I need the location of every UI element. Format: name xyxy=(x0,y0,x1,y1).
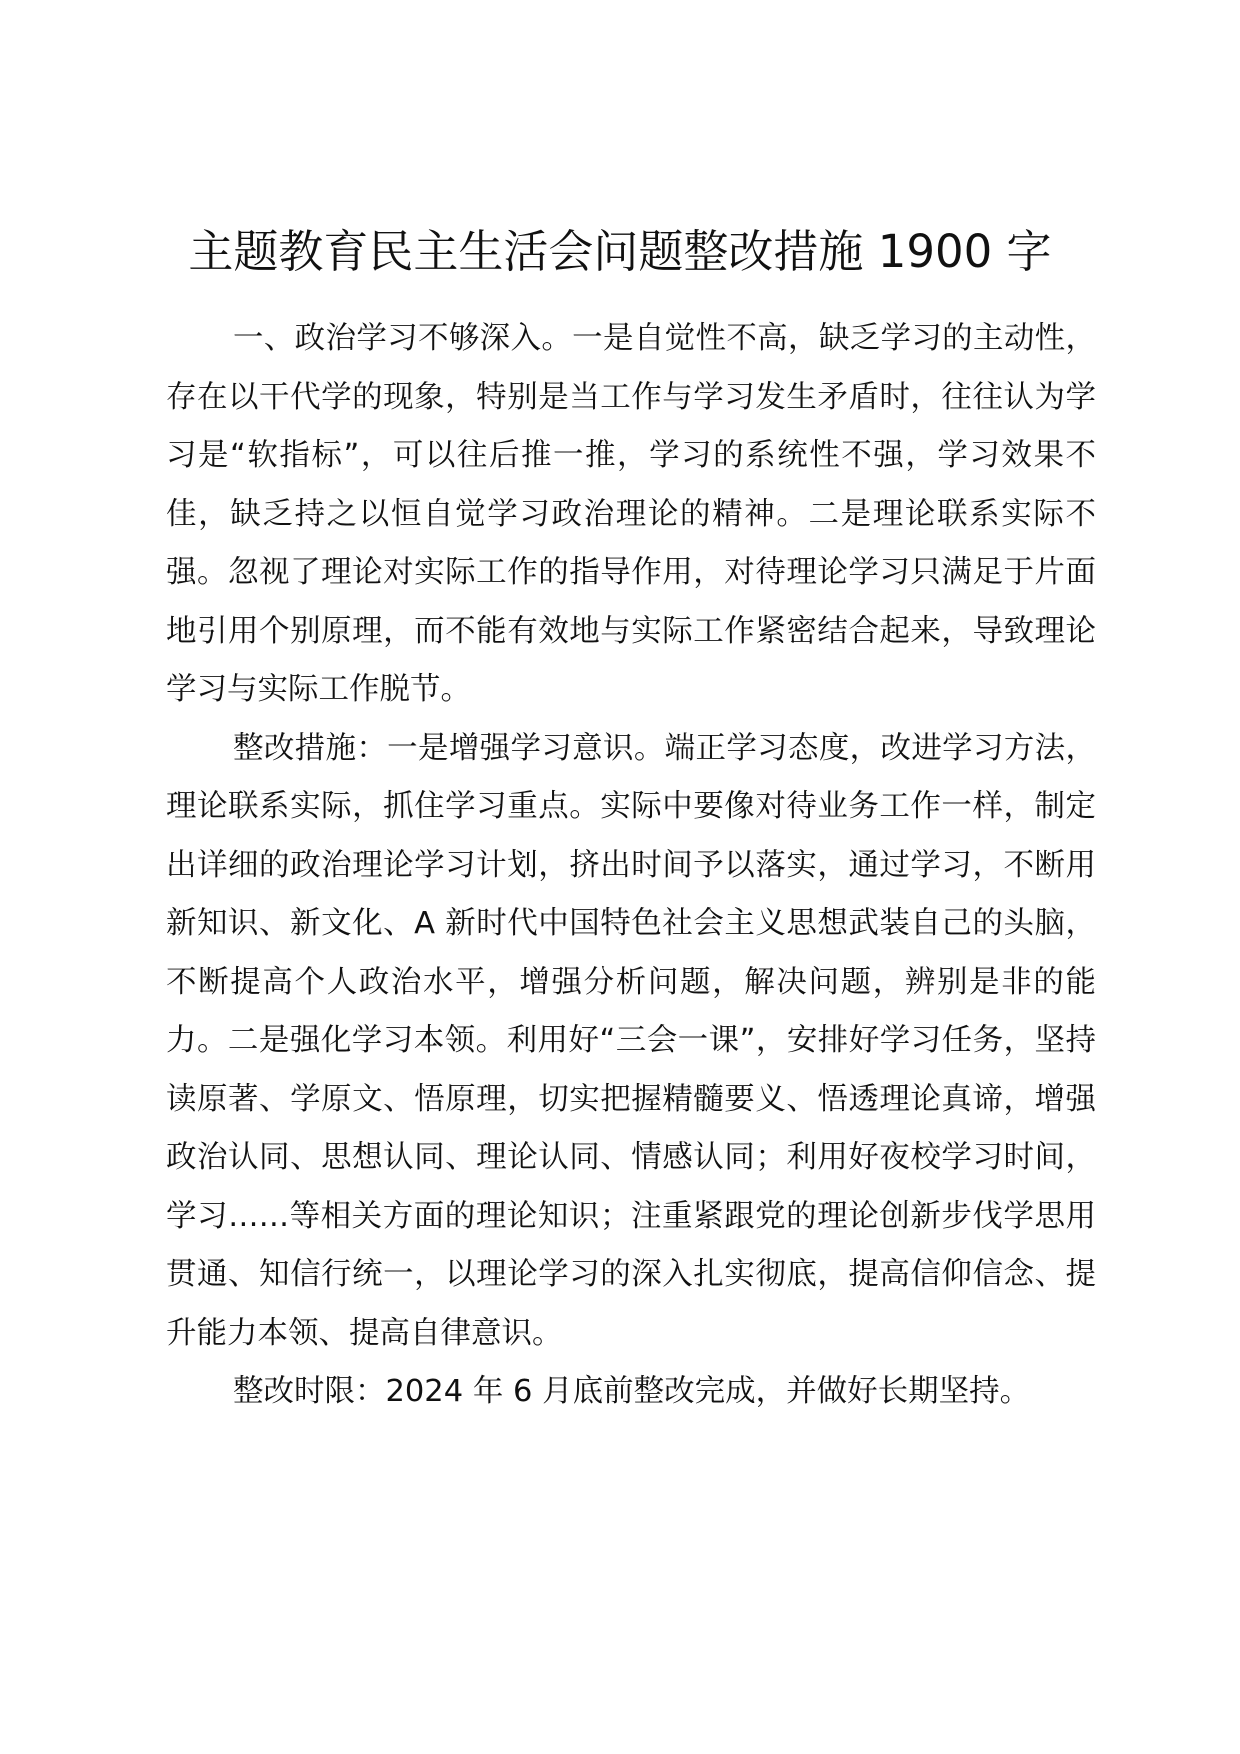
paragraph-problem: 一、政治学习不够深入。一是自觉性不高，缺乏学习的主动性，存在以干代学的现象，特别是当工作与学习发生矛盾时，往往认为学习是“软指标”，可以往后推一推，学习的系统性不强，学习效果不佳，缺乏持之以恒自觉学习政治理论的精神。二是理论联系实际不强。忽视了理论对实际工作的指导作用，对待理论学习只满足于片面地引用个别原理，而不能有效地与实际工作紧密结合起来，导致理论学习与实际工作脱节。 xyxy=(166,321,1096,707)
paragraph-deadline: 整改时限：2024 年 6 月底前整改完成，并做好长期坚持。 xyxy=(233,1374,1031,1409)
document-body xyxy=(166,310,1096,1422)
document-title: 主题教育民主生活会问题整改措施 1900 字 xyxy=(188,225,1052,278)
paragraph-measures: 整改措施：一是增强学习意识。端正学习态度，改进学习方法，理论联系实际，抓住学习重点。实际中要像对待业务工作一样，制定出详细的政治理论学习计划，挤出时间予以落实，通过学习，不断用新知识、新文化、A 新时代中国特色社会主义思想武装自己的头脑，不断提高个人政治水平，增强分析问题，解决问题，辨别是非的能力。二是强化学习本领。利用好“三会一课”，安排好学习任务，坚持读原著、学原文、悟原理，切实把握精髓要义、悟透理论真谛，增强政治认同、思想认同、理论认同、情感认同；利用好夜校学习时间，学习……等相关方面的理论知识；注重紧跟党的理论创新步伐学思用贯通、知信行统一，以理论学习的深入扎实彻底，提高信仰信念、提升能力本领、提高自律意识。 xyxy=(166,730,1096,1351)
